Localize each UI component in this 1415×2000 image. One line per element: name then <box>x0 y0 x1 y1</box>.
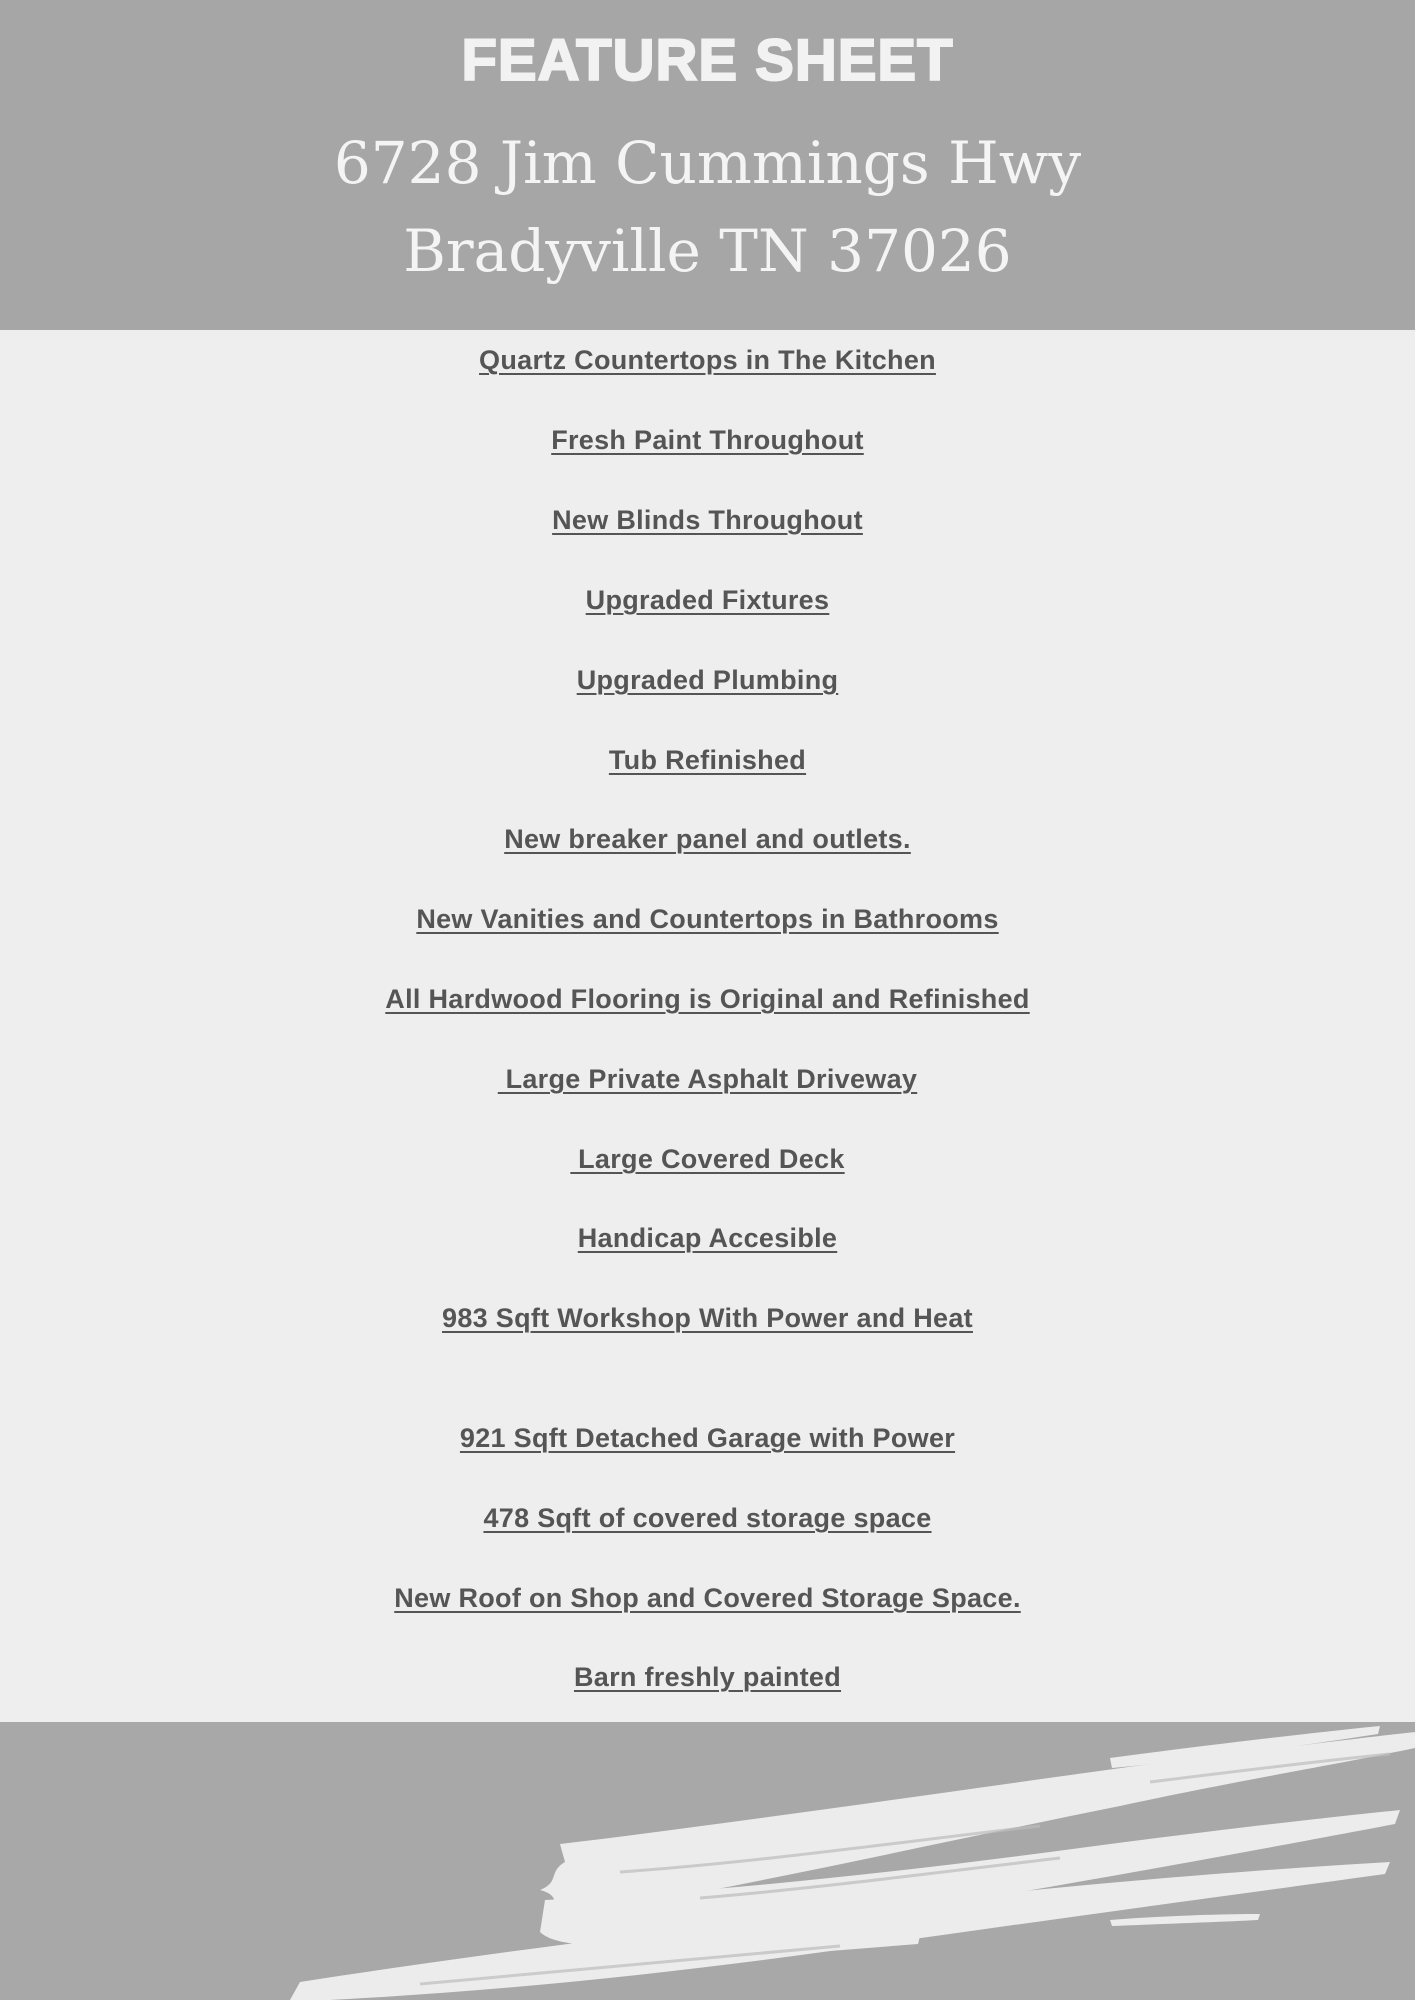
feature-item: All Hardwood Flooring is Original and Refinished <box>385 984 1030 1014</box>
feature-item: 983 Sqft Workshop With Power and Heat <box>442 1303 973 1333</box>
header-banner <box>0 0 1415 330</box>
brush-stroke-decoration <box>0 1722 1415 2000</box>
feature-item: Upgraded Fixtures <box>585 585 830 615</box>
address-line-1: 6728 Jim Cummings Hwy <box>333 129 1082 197</box>
feature-item: Quartz Countertops in The Kitchen <box>479 345 936 375</box>
feature-item: Fresh Paint Throughout <box>551 425 864 455</box>
feature-item: Barn freshly painted <box>573 1662 842 1692</box>
page-title: FEATURE SHEET <box>461 28 954 93</box>
footer-banner <box>0 1722 1415 2000</box>
feature-list <box>0 330 1415 1722</box>
feature-item: 478 Sqft of covered storage space <box>483 1503 932 1533</box>
feature-item: 921 Sqft Detached Garage with Power <box>459 1423 956 1453</box>
address-line-2: Bradyville TN 37026 <box>403 217 1012 285</box>
feature-item: New Roof on Shop and Covered Storage Space. <box>394 1583 1021 1613</box>
feature-item: New Vanities and Countertops in Bathrooms <box>416 904 999 934</box>
feature-item: New breaker panel and outlets. <box>504 824 911 854</box>
feature-item: Large Private Asphalt Driveway <box>497 1064 918 1094</box>
feature-item: Upgraded Plumbing <box>576 665 839 695</box>
feature-item: Large Covered Deck <box>570 1144 845 1174</box>
feature-item: Tub Refinished <box>608 745 807 775</box>
feature-item: Handicap Accesible <box>577 1223 838 1253</box>
feature-item: New Blinds Throughout <box>552 505 863 535</box>
